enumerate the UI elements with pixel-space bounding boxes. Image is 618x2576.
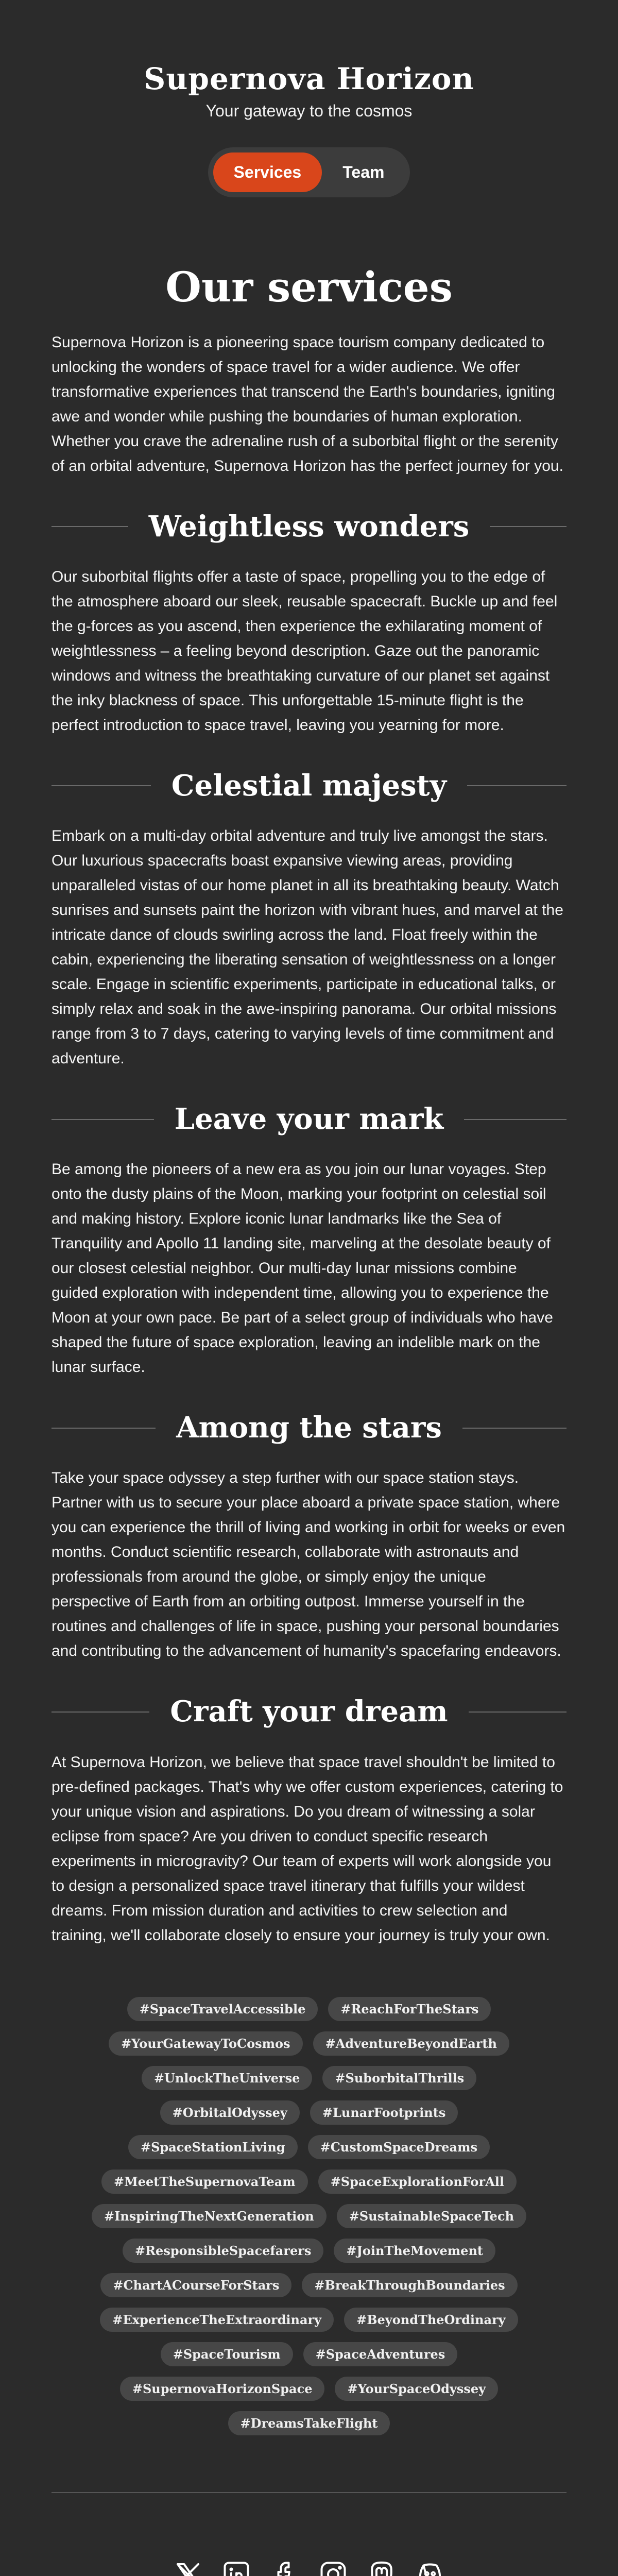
intro-text: Supernova Horizon is a pioneering space tourism company dedicated to unlocking the wonders of space travel for a wider audience. We offer transformative experiences that transcend the Earth's boundaries, igniting awe and wonder while pushing the boundaries of human exploration. Whether you crave the adrenaline rush of a suborbital flight or the serenity of an orbital adventure, Supernova Horizon has the perfect journey for you. bbox=[52, 333, 563, 474]
hashtag-chip[interactable]: #ReachForTheStars bbox=[328, 1997, 491, 2021]
section-text: Take your space odyssey a step further with our space station stays. Partner with us to secure your place aboard a private space station, where you can experience the thrill of living and working in orbit for weeks or even months. Conduct scientific research, collaborate with astronauts and professionals from around the globe, or simply enjoy the unique perspective of Earth from an orbiting outpost. Immerse yourself in the routines and challenges of life in space, pushing your personal boundaries and contributing to the advancement of humanity's spacefaring endeavors. bbox=[52, 1469, 565, 1660]
section-heading bbox=[52, 1102, 566, 1137]
hashtag-chip[interactable]: #SuborbitalThrills bbox=[322, 2066, 476, 2090]
section-text: Be among the pioneers of a new era as you join our lunar voyages. Step onto the dusty plains of the Moon, marking your footprint on celestial soil and making history. Explore iconic lunar landmarks like the Sea of Tranquility and Apollo 11 landing site, marveling at the desolate beauty of our closest celestial neighbor. Our multi-day lunar missions combine guided exploration with independent time, allowing you to experience the Moon at your own pace. Be part of a select group of individuals who have shaped the future of space exploration, leaving an indelible mark on the lunar surface. bbox=[52, 1161, 553, 1376]
hashtag-chip[interactable]: #LunarFootprints bbox=[310, 2100, 458, 2125]
tagline: Your gateway to the cosmos bbox=[205, 101, 413, 120]
hashtag-chip[interactable]: #SpaceAdventures bbox=[303, 2342, 458, 2366]
hashtag-chip[interactable]: #SupernovaHorizonSpace bbox=[120, 2377, 325, 2401]
section-heading bbox=[52, 1411, 566, 1445]
heading-rule-left bbox=[52, 1119, 154, 1120]
section-text: Embark on a multi-day orbital adventure and truly live amongst the stars. Our luxurious spacecrafts boast expansive viewing areas, providing unparalleled vistas of our home planet in all its breathtaking beauty. Watch sunrises and sunsets paint the horizon with vibrant hues, and marvel at the intricate dance of clouds swirling across the land. Float freely within the cabin, experiencing the liberating sensation of weightlessness on a longer scale. Engage in scientific experiments, participate in educational talks, or simply relax and soak in the awe-inspiring panorama. Our orbital missions range from 3 to 7 days, catering to varying levels of time commitment and adventure. bbox=[52, 827, 563, 1067]
section-title: Celestial majesty bbox=[171, 768, 447, 803]
section-text: At Supernova Horizon, we believe that space travel shouldn't be limited to pre-defined packages. That's why we offer custom experiences, catering to your unique vision and aspirations. Do you dream of witnessing a solar eclipse from space? Are you driven to conduct specific research experiments in microgravity? Our team of experts will work alongside you to design a personalized space travel itinerary that fulfills your wildest dreams. From mission duration and activities to crew selection and training, we'll collaborate closely to ensure your journey is truly your own. bbox=[52, 1753, 563, 1944]
section-craft-your-dream bbox=[52, 1694, 566, 1947]
hashtag-chip[interactable]: #YourSpaceOdyssey bbox=[335, 2377, 498, 2401]
site-header bbox=[0, 0, 618, 197]
hashtag-list bbox=[82, 1997, 536, 2435]
hashtag-chip[interactable]: #MeetTheSupernovaTeam bbox=[101, 2170, 308, 2194]
hashtag-chip[interactable]: #SpaceStationLiving bbox=[128, 2135, 298, 2159]
main-content bbox=[52, 264, 566, 1948]
section-leave-your-mark bbox=[52, 1102, 566, 1380]
hashtag-chip[interactable]: #SustainableSpaceTech bbox=[337, 2204, 526, 2228]
instagram-icon[interactable] bbox=[318, 2559, 349, 2576]
heading-rule-left bbox=[52, 526, 128, 527]
hashtag-chip[interactable]: #CustomSpaceDreams bbox=[308, 2135, 490, 2159]
section-text: Our suborbital flights offer a taste of space, propelling you to the edge of the atmosphere aboard our sleek, reusable spacecraft. Buckle up and feel the g-forces as you ascend, then experience the exhilarating moment of weightlessness – a feeling beyond description. Gaze out the panoramic windows and witness the breathtaking curvature of our planet set against the inky blackness of space. This unforgettable 15-minute flight is the perfect introduction to space travel, leaving you yearning for more. bbox=[52, 568, 558, 734]
main-nav bbox=[208, 147, 410, 197]
mastodon-icon[interactable] bbox=[366, 2559, 397, 2576]
hashtag-chip[interactable]: #AdventureBeyondEarth bbox=[313, 2031, 509, 2056]
heading-rule-right bbox=[467, 785, 566, 786]
hashtag-chip[interactable]: #ChartACourseForStars bbox=[100, 2273, 291, 2297]
heading-rule-left bbox=[52, 1711, 149, 1713]
heading-rule-left bbox=[52, 1428, 156, 1429]
brand-title: Supernova Horizon bbox=[144, 61, 474, 96]
section-heading bbox=[52, 769, 566, 803]
page-title: Our services bbox=[165, 262, 453, 311]
section-title: Weightless wonders bbox=[148, 509, 470, 544]
hashtag-chip[interactable]: #OrbitalOdyssey bbox=[160, 2100, 300, 2125]
hashtag-chip[interactable]: #UnlockTheUniverse bbox=[142, 2066, 313, 2090]
section-heading bbox=[52, 1694, 566, 1729]
hashtag-chip[interactable]: #ResponsibleSpacefarers bbox=[123, 2239, 323, 2263]
hashtag-chip[interactable]: #SpaceTourism bbox=[161, 2342, 293, 2366]
discord-icon[interactable] bbox=[415, 2559, 445, 2576]
hashtag-chip[interactable]: #SpaceTravelAccessible bbox=[127, 1997, 318, 2021]
section-heading bbox=[52, 510, 566, 544]
heading-rule-right bbox=[462, 1428, 566, 1429]
nav-services-button[interactable]: Services bbox=[213, 152, 322, 192]
x-twitter-icon[interactable] bbox=[173, 2559, 203, 2576]
hashtag-chip[interactable]: #InspiringTheNextGeneration bbox=[92, 2204, 327, 2228]
heading-rule-right bbox=[490, 526, 566, 527]
nav-team-button[interactable]: Team bbox=[342, 162, 385, 181]
linkedin-icon[interactable] bbox=[221, 2559, 252, 2576]
hashtag-chip[interactable]: #YourGatewayToCosmos bbox=[109, 2031, 302, 2056]
section-weightless-wonders bbox=[52, 510, 566, 738]
hashtag-chip[interactable]: #DreamsTakeFlight bbox=[228, 2411, 390, 2435]
hashtag-chip[interactable]: #JoinTheMovement bbox=[334, 2239, 495, 2263]
section-title: Craft your dream bbox=[170, 1694, 448, 1729]
heading-rule-left bbox=[52, 785, 151, 786]
hashtag-chip[interactable]: #BeyondTheOrdinary bbox=[344, 2308, 518, 2332]
section-celestial-majesty bbox=[52, 769, 566, 1071]
section-among-the-stars bbox=[52, 1411, 566, 1664]
hashtag-chip[interactable]: #SpaceExplorationForAll bbox=[318, 2170, 517, 2194]
hashtag-chip[interactable]: #BreakThroughBoundaries bbox=[302, 2273, 517, 2297]
section-title: Among the stars bbox=[176, 1411, 442, 1445]
facebook-icon[interactable] bbox=[269, 2559, 300, 2576]
heading-rule-right bbox=[469, 1711, 566, 1713]
heading-rule-right bbox=[464, 1119, 566, 1120]
section-title: Leave your mark bbox=[174, 1102, 444, 1137]
social-links bbox=[0, 2559, 618, 2576]
footer-divider bbox=[52, 2492, 566, 2493]
hashtag-chip[interactable]: #ExperienceTheExtraordinary bbox=[100, 2308, 334, 2332]
